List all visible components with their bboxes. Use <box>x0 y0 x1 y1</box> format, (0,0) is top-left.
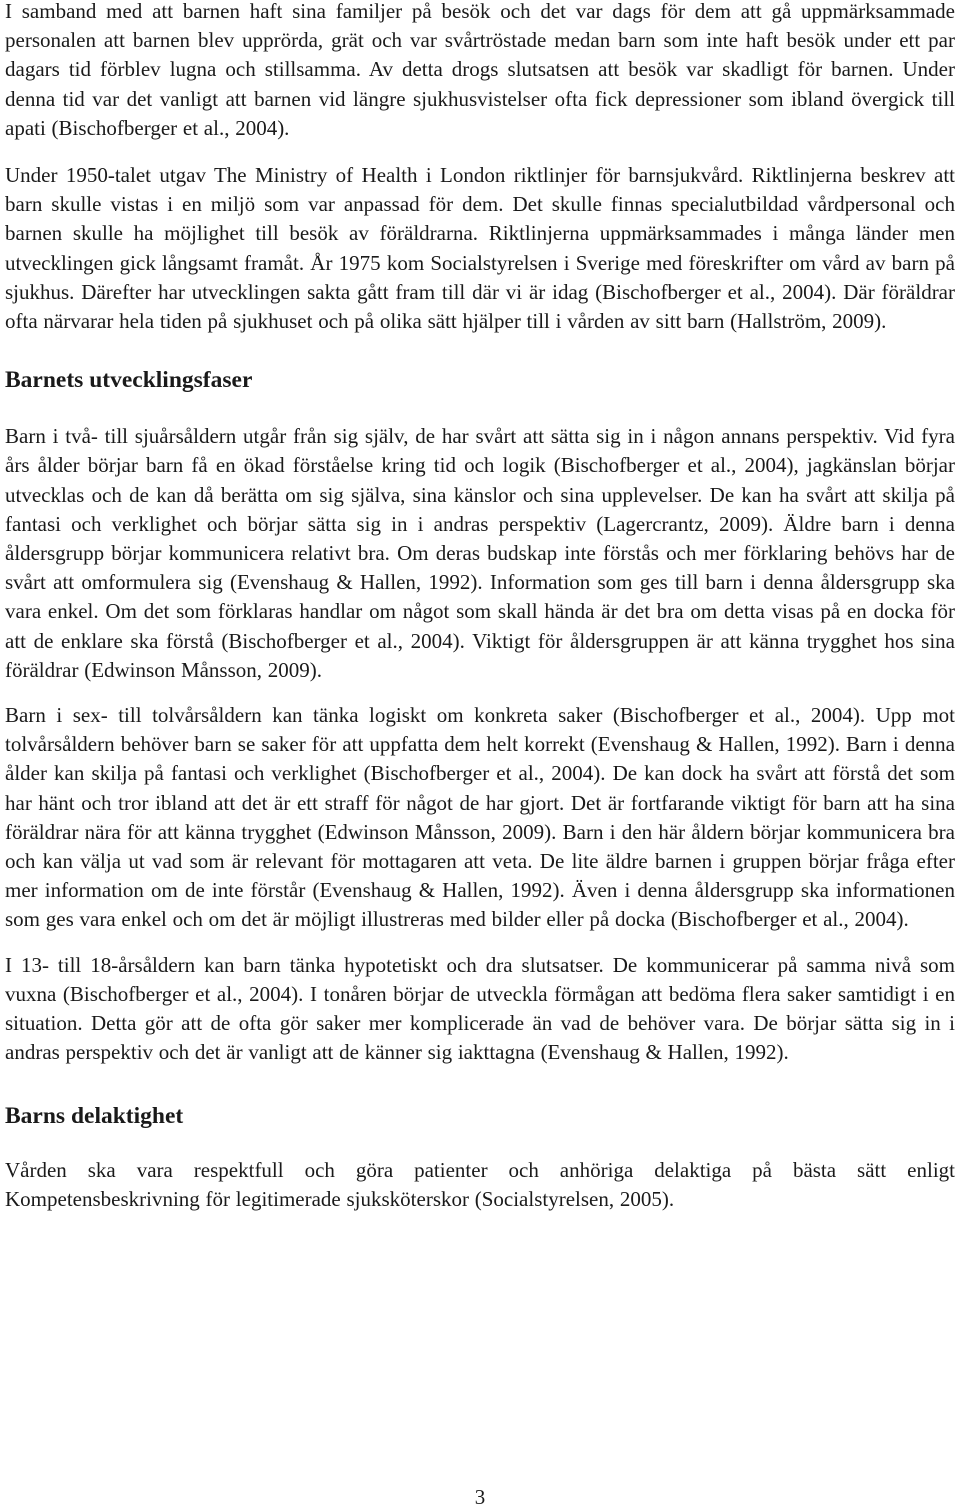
paragraph-ages-13-to-18: I 13- till 18-årsåldern kan barn tänka hypotetiskt och dra slutsatser. De kommunicerar på samma nivå som vuxna (Bischofberger et al., 2004). I tonåren börjar de utveckla förmågan att bedöma flera saker samtidigt i en situation. Detta gör att de ofta gör saker mer komplicerade än vad de behöver vara. De börjar sätta sig in i andras perspektiv och det är vanligt att de känner sig iakttagna (Evenshaug & Hallen, 1992). <box>5 952 955 1065</box>
section-heading-development-phases: Barnets utvecklingsfaser <box>5 367 253 394</box>
paragraph-family-visits: I samband med att barnen haft sina familjer på besök och det var dags för dem att gå uppmärksammade personalen att barnen blev upprörda, grät och var svårtröstade medan barn som inte haft besök under ett par dagars tid förblev lugna och stillsamma. Av detta drogs slutsatsen att besök var skadligt för barnen. Under denna tid var det vanligt att barnen vid längre sjukhusvistelser ofta fick depressioner som ibland övergick till apati (Bischofberger et al., 2004). <box>5 0 955 140</box>
paragraph-participation: Vården ska vara respektfull och göra patienter och anhöriga delaktiga på bästa sätt enligt Kompetensbeskrivning för legitimerade sjuksköterskor (Socialstyrelsen, 2005). <box>5 1157 955 1211</box>
page-number: 3 <box>474 1485 486 1509</box>
document-page <box>5 0 955 1214</box>
paragraph-ages-2-to-7: Barn i två- till sjuårsåldern utgår från sig själv, de har svårt att sätta sig in i någon annans perspektiv. Vid fyra års ålder börjar barn få en ökad förståelse kring tid och logik (Bischofberger et al., 2004), jagkänslan börjar utvecklas och de kan då berätta om sig själva, sina känslor och sina upplevelser. De kan ha svårt att skilja på fantasi och verklighet och börjar sätta sig in i andras perspektiv (Lagercrantz, 2009). Äldre barn i denna åldersgrupp börjar kommunicera relativt bra. Om deras budskap inte förstås och mer förklaring behövs har de svårt att omformulera sig (Evenshaug & Hallen, 1992). Information som ges till barn i denna åldersgrupp ska vara enkel. Om det som förklaras handlar om något som skall hända är det bra om detta visas på en docka för att de enklare ska förstå (Bischofberger et al., 2004). Viktigt för åldersgruppen är att känna trygghet hos sina föräldrar (Edwinson Månsson, 2009). <box>5 424 955 682</box>
section-heading-participation: Barns delaktighet <box>5 1102 184 1129</box>
paragraph-ages-6-to-12: Barn i sex- till tolvårsåldern kan tänka logiskt om konkreta saker (Bischofberger et al., 2004). Upp mot tolvårsåldern behöver barn se saker för att uppfatta dem helt korrekt (Evenshaug & Hallen, 1992). Barn i denna ålder kan skilja på fantasi och verklighet (Bischofberger et al., 2004). De kan dock ha svårt att förstå det som har hänt och tror ibland att det är ett straff för något de har gjort. Det är fortfarande viktigt för barn att ha sina föräldrar nära för att känna trygghet (Edwinson Månsson, 2009). Barn i den här åldern börjar kommunicera bra och kan välja ut vad som är relevant för mottagaren att veta. De lite äldre barnen i gruppen börjar fråga efter mer information om de inte förstår (Evenshaug & Hallen, 1992). Även i denna åldersgrupp ska informationen som ges vara enkel och om det är möjligt illustreras med bilder eller på docka (Bischofberger et al., 2004). <box>5 703 955 932</box>
paragraph-1950s-guidelines: Under 1950-talet utgav The Ministry of Health i London riktlinjer för barnsjukvård. Riktlinjerna beskrev att barn skulle vistas i en miljö som var anpassad för dem. Det skulle finnas specialutbildad vårdpersonal och barnen skulle ha möjlighet till besök av föräldrarna. Riktlinjerna uppmärksammades i många länder men utvecklingen gick långsamt framåt. År 1975 kom Socialstyrelsen i Sverige med föreskrifter om vård av barn på sjukhus. Därefter har utvecklingen sakta gått fram till där vi är idag (Bischofberger et al., 2004). Där föräldrar ofta närvarar hela tiden på sjukhuset och på olika sätt hjälper till i vården av sitt barn (Hallström, 2009). <box>5 163 955 334</box>
